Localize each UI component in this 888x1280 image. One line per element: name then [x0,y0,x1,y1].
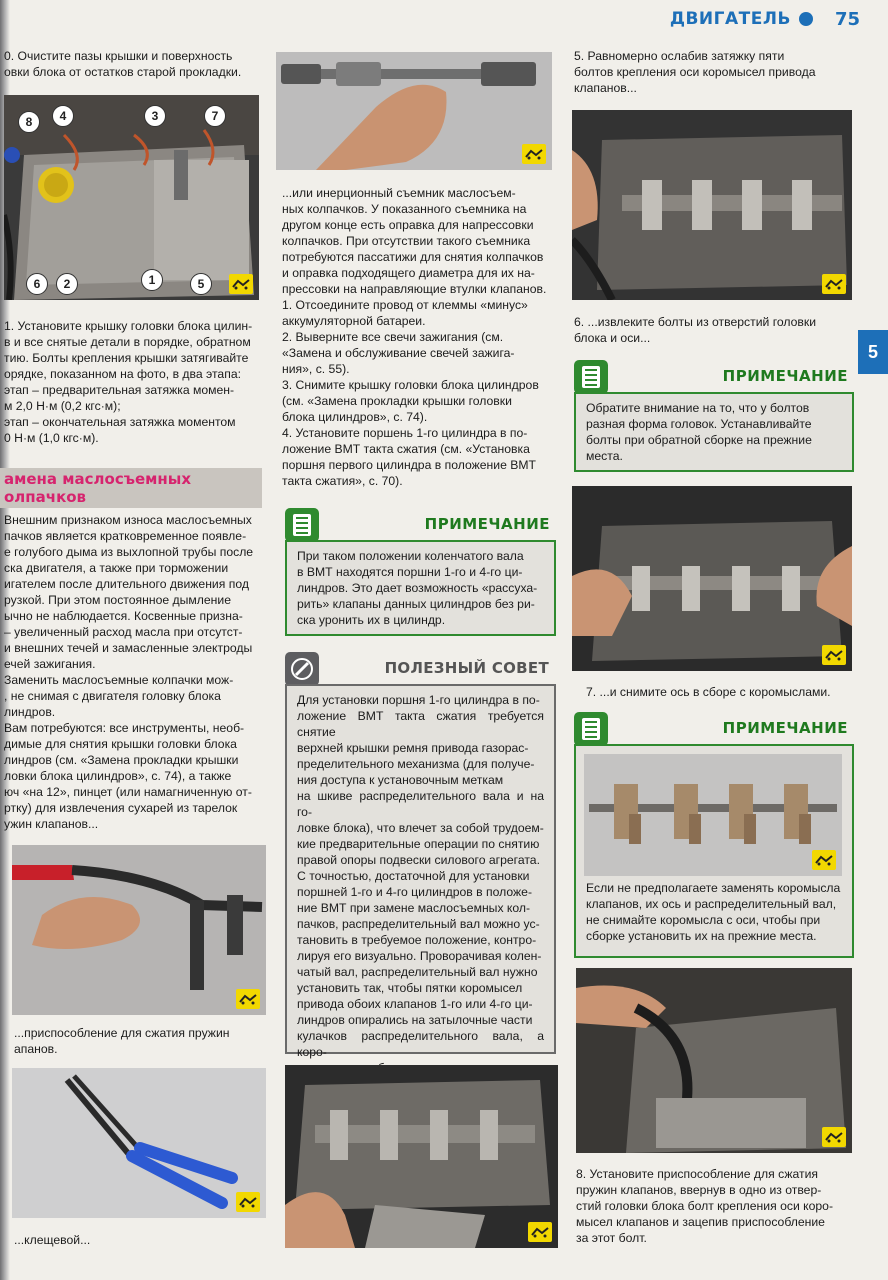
callout-2: 2 [56,273,78,295]
step-7-text: 7. ...и снимите ось в сборе с коромыслами. [586,685,831,699]
callout-1: 1 [141,269,163,291]
step-11-text: 1. Установите крышку головки блока цилин- в и все снятые детали в порядке, обратном тию. Болты крепления крышки затягивайте орядке, показанном на фото, в два этапа: этап – предварительная затяжка момен- м 2,0 Н·м (0,2 кгс·м); этап – окончательная затяжка моментом 0 Н·м (1,0 кгс·м). [4,319,253,445]
photo-badge-icon [822,1127,846,1147]
photo-badge-icon [812,850,836,870]
camshaft-photo [285,1065,558,1248]
note-header [574,712,854,746]
photo-badge-icon [236,989,260,1009]
note-body: Обратите внимание на то, что у болтов разная форма головок. Устанавливайте болты при обратной сборке на прежние места. [586,401,812,463]
note-tdc [285,515,556,636]
section-heading: амена маслосъемных олпачков [4,470,192,506]
note-icon [574,360,608,394]
tools-and-steps-text: ...или инерционный съемник маслосъем- ных колпачков. У показанного съемника на другом конце есть оправка для напрессовки колпачков. При отсутствии такого съемника потребуются пассатижи для снятия колпачков и оправка подходящего диаметра для их на- прессовки на направляющие втулки клапанов. 1. Отсоедините провод от клеммы «минус» аккумуляторной батареи. 2. Выверните все свечи зажигания (см. «Замена и обслуживание свечей зажига- ния», с. 55). 3. Снимите крышку головки блока цилиндров (см. «Замена прокладки крышки головки блока цилиндров», с. 74). 4. Установите поршень 1-го цилиндра в по- ложение ВМТ такта сжатия (см. «Установка поршня первого цилиндра в положение ВМТ такта сжатия», с. 70). [282,186,547,488]
pliers-caption: ...клещевой... [14,1233,91,1247]
callout-8: 8 [18,111,40,133]
note-body: Если не предполагаете заменять коромысла клапанов, их ось и распределительный вал, не снимайте коромысла с оси, чтобы при сборке установить их на прежние места. [586,881,841,943]
tip-header [285,652,555,686]
callout-4: 4 [52,105,74,127]
note-header [285,508,556,542]
rocker-removal-photo [572,486,852,671]
spring-compressor-photo [12,845,266,1015]
callout-7: 7 [204,105,226,127]
note-icon [574,712,608,746]
photo-badge-icon [822,274,846,294]
engine-cover-photo [4,95,259,300]
note-title: ПРИМЕЧАНИЕ [722,367,848,385]
note-rockers [574,719,854,958]
photo-badge-icon [528,1222,552,1242]
note-bolts [574,367,854,472]
compressor-caption: ...приспособление для сжатия пружин апанов. [14,1026,230,1056]
note-body: При таком положении коленчатого вала в ВМТ находятся поршни 1-го и 4-го ци- линдров. Это дает возможность «рассуха- рить» клапаны данных цилиндров без ри- ска уронить их в цилиндр. [297,549,538,627]
step-6-text: 6. ...извлеките болты из отверстий головки блока и оси... [574,315,817,345]
photo-badge-icon [236,1192,260,1212]
wrench-icon [285,652,319,686]
tip-title: ПОЛЕЗНЫЙ СОВЕТ [384,659,549,677]
callout-6: 6 [26,273,48,295]
tip-box [285,684,556,1059]
note-icon [285,508,319,542]
note-title: ПРИМЕЧАНИЕ [424,515,550,533]
note-title: ПРИМЕЧАНИЕ [722,719,848,737]
rocker-shaft-photo [584,754,842,876]
section-heading-box [0,468,262,508]
seal-puller-photo [276,52,552,170]
step-8-text: 8. Установите приспособление для сжатия пружин клапанов, ввернув в одно из отвер- стий головки блока болт крепления оси коро- мысел клапанов и зацепив приспособление за этот болт. [576,1167,834,1245]
callout-3: 3 [144,105,166,127]
note-header [574,360,854,394]
photo-badge-icon [229,274,253,294]
compressor-install-photo [576,968,852,1153]
pliers-photo [12,1068,266,1218]
section-title: ДВИГАТЕЛЬ [669,9,791,29]
page-number: 75 [834,8,860,30]
rocker-bolts-photo [572,110,852,300]
section-intro-text: Внешним признаком износа маслосъемных пачков является кратковременное появле- е голубого дыма из выхлопной трубы после ска двигателя, а также при торможении игателем после длительного движения под рузкой. При этом постоянное дымление ычно не наблюдается. Косвенные призна- – увеличенный расход масла при отсутст- и внешних течей и замасленные электроды ечей зажигания. Заменить маслосъемные колпачки мож- , не снимая с двигателя головку блока линдров. Вам потребуются: все инструменты, необ- димые для снятия крышки головки блока линдров (см. «Замена прокладки крышки ловки блока цилиндров», с. 74), а также юч «на 12», пинцет (или намагниченную от- ртку) для извлечения сухарей из тарелок ужин клапанов... [4,513,254,831]
step-5-text: 5. Равномерно ослабив затяжку пяти болтов крепления оси коромысел привода клапанов... [574,49,816,95]
tip-body: Для установки поршня 1-го цилиндра в по- ложение ВМТ такта сжатия требуется снятие верхней крышки ремня привода газорас- пределительного механизма (для получе- ния доступа к установочным меткам на шкиве распределительного вала и на го- ловке блока), что влечет за собой трудоем- кие предварительные операции по снятию правой опоры подвески силового агрегата. С точностью, достаточной для установки поршней 1-го и 4-го цилиндров в положе- ние ВМТ при замене маслосъемных кол- пачков, распределительный вал можно ус- тановить в требуемое положение, контро- лируя его визуально. Проворачивая колен- чатый вал, распределительный вал нужно установить так, чтобы пятки коромысел привода обоих клапанов 1-го или 4-го ци- линдров опирались на затылочные части кулачков распределительного вала, а коро- [297,693,544,1059]
step-10-text: 0. Очистите пазы крышки и поверхность овки блока от остатков старой прокладки. [4,49,242,79]
photo-badge-icon [822,645,846,665]
photo-badge-icon [522,144,546,164]
page-header [670,8,860,30]
header-dot-icon [799,12,813,26]
callout-5: 5 [190,273,212,295]
chapter-tab: 5 [858,330,888,374]
